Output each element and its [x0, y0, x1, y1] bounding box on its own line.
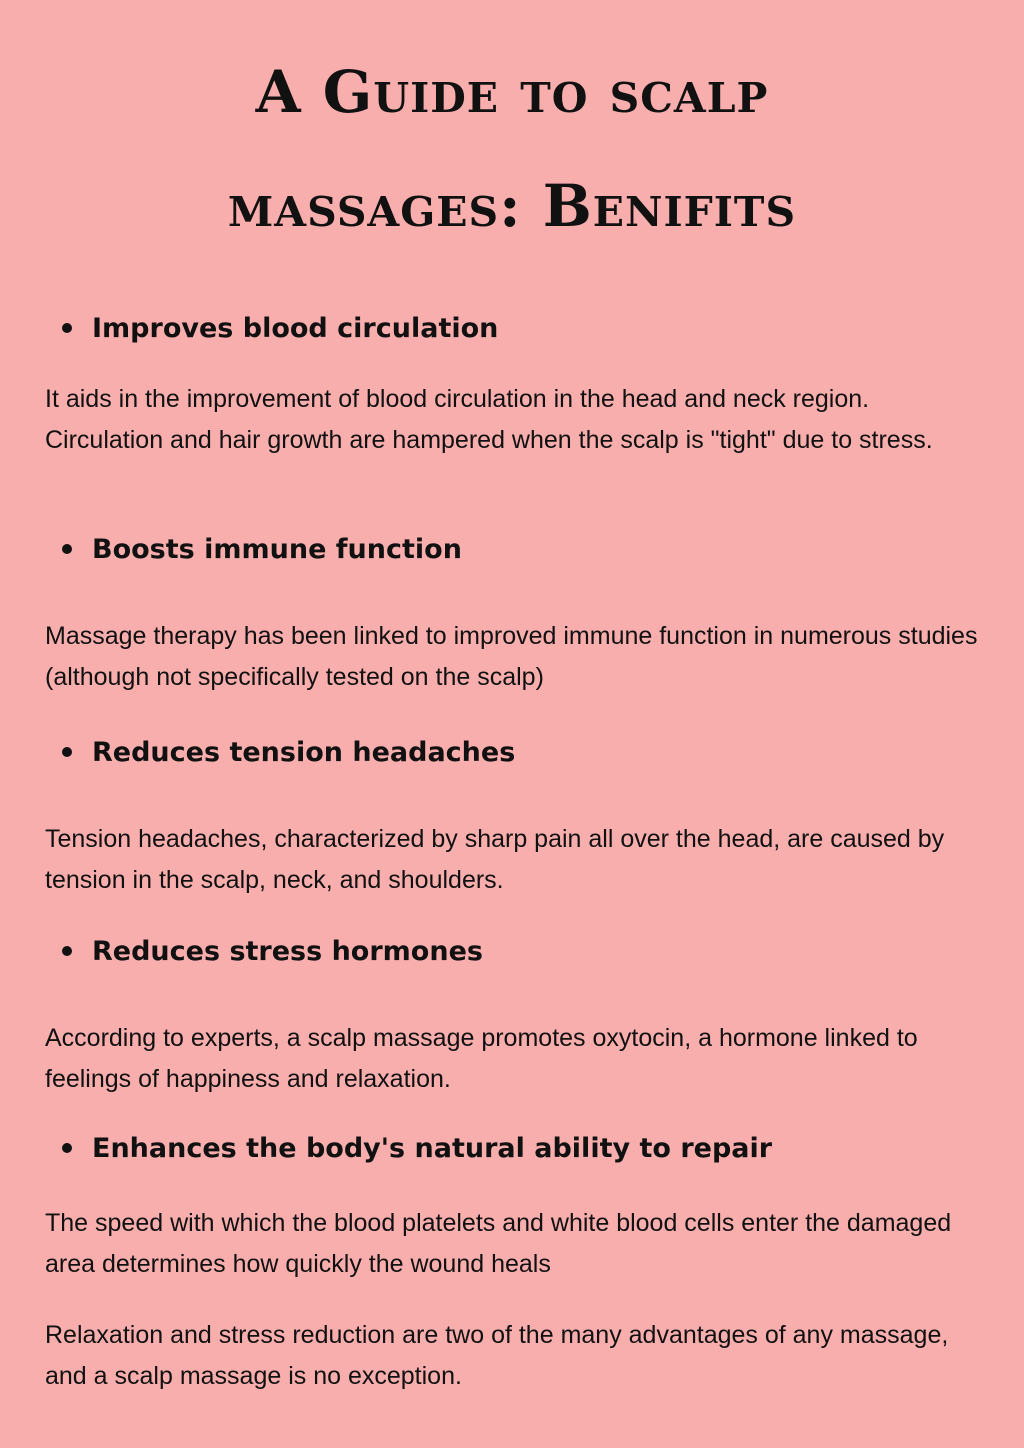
bullet-icon [62, 544, 72, 554]
bullet-icon [62, 323, 72, 333]
section-heading-natural-repair [62, 1132, 772, 1166]
section-heading-immune-function [62, 533, 462, 567]
section-paragraph-blood-circulation: It aids in the improvement of blood circulation in the head and neck region. Circulation and hair growth are hampered when the scalp is "tight" due to stress. [45, 385, 933, 454]
page-title-line-1: A Guide to scalp [255, 58, 769, 126]
section-paragraph-natural-repair: The speed with which the blood platelets and white blood cells enter the damaged area determines how quickly the wound heals [45, 1209, 952, 1278]
section-heading-text: Improves blood circulation [92, 313, 499, 344]
section-heading-text: Enhances the body's natural ability to repair [92, 1133, 773, 1164]
section-heading-blood-circulation [62, 312, 498, 346]
section-paragraph-stress-hormones: According to experts, a scalp massage promotes oxytocin, a hormone linked to feelings of happiness and relaxation. [45, 1024, 918, 1093]
section-paragraph-tension-headaches: Tension headaches, characterized by sharp pain all over the head, are caused by tension in the scalp, neck, and shoulders. [45, 825, 945, 894]
section-heading-text: Reduces tension headaches [92, 737, 516, 768]
section-heading-stress-hormones [62, 935, 483, 969]
section-paragraph-immune-function: Massage therapy has been linked to improved immune function in numerous studies (although not specifically tested on the scalp) [45, 622, 978, 691]
bullet-icon [62, 747, 72, 757]
section-heading-text: Reduces stress hormones [92, 936, 483, 967]
section-paragraph-massage-advantages: Relaxation and stress reduction are two of the many advantages of any massage, and a scalp massage is no exception. [45, 1321, 949, 1390]
page-title-line-2: massages: Benifits [227, 172, 797, 240]
bullet-icon [62, 946, 72, 956]
bullet-icon [62, 1143, 72, 1153]
section-heading-tension-headaches [62, 736, 515, 770]
section-heading-text: Boosts immune function [92, 534, 462, 565]
